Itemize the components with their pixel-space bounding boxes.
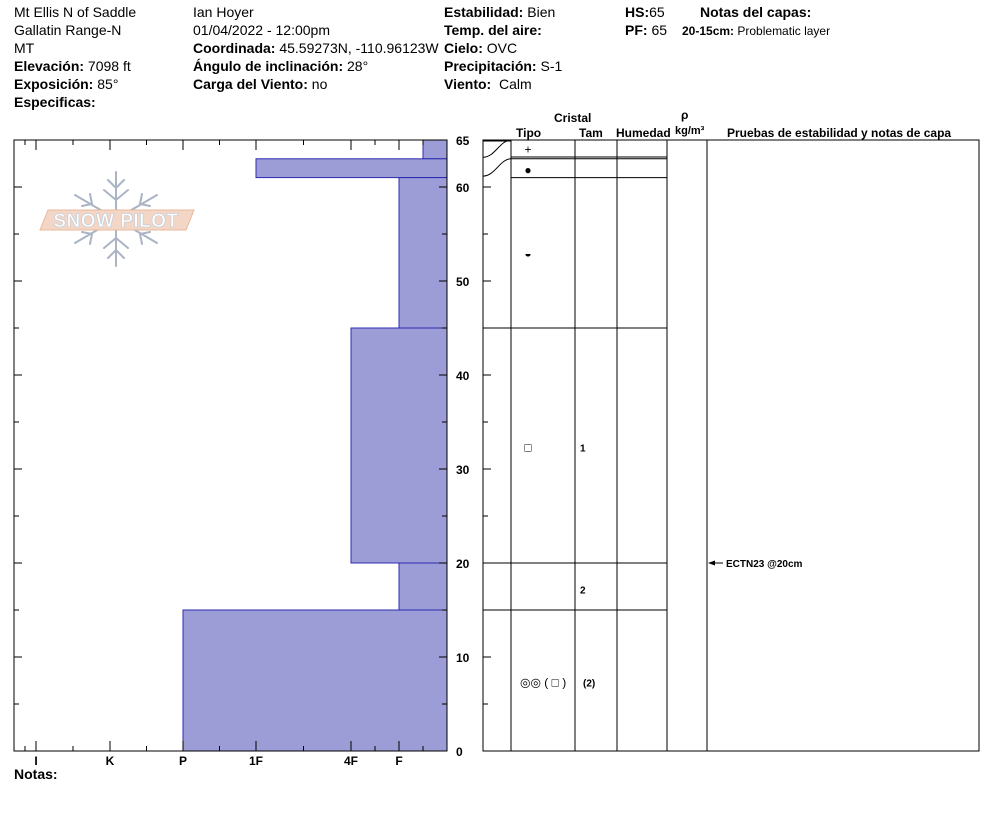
layer-connector — [483, 159, 511, 176]
hs-label: HS: — [625, 4, 650, 20]
wind-value: Calm — [498, 76, 532, 92]
layer-notes-label: Notas del capas: — [700, 4, 812, 20]
hardness-bar — [423, 140, 447, 159]
location-line1: Mt Ellis N of Saddle — [14, 4, 137, 20]
coord-value: 45.59273N, -110.96123W — [279, 40, 439, 56]
hardness-bar — [351, 328, 447, 563]
layer-table-grid — [483, 140, 707, 751]
hardness-bars — [183, 140, 447, 751]
crystal-size: 2 — [580, 585, 586, 597]
aspect-label: Exposición: — [14, 76, 94, 92]
crystal-type-symbol: ◎◎ ( □ ) — [520, 675, 567, 690]
logo-text: SNOW PILOT — [53, 211, 179, 232]
specifics-label: Especificas: — [14, 94, 96, 110]
x-tick-label: P — [178, 754, 188, 768]
wind-load-value: no — [311, 76, 328, 92]
crystal-type-symbol: □ — [524, 440, 532, 455]
col-rho: ρ — [681, 108, 689, 122]
y-tick-label: 40 — [456, 369, 470, 383]
y-tick-label: 65 — [456, 134, 470, 148]
x-tick-label: 4F — [343, 754, 359, 768]
test-pointer-arrow — [708, 561, 715, 566]
observation-datetime: 01/04/2022 - 12:00pm — [193, 22, 330, 38]
col-tipo: Tipo — [516, 126, 542, 140]
precip-label: Precipitación: — [444, 58, 537, 74]
hardness-bar — [399, 178, 447, 328]
crystal-size: 1 — [580, 443, 586, 455]
layer-connector — [483, 140, 511, 157]
hardness-bar — [256, 159, 447, 178]
elevation-value: 7098 ft — [87, 58, 131, 74]
layer-note-text: Problematic layer — [737, 24, 831, 38]
elevation-label: Elevación: — [14, 58, 85, 74]
crystal-size: (2) — [583, 678, 596, 690]
layer-table-border — [483, 140, 979, 751]
y-tick-label: 60 — [456, 181, 470, 195]
col-density-unit: kg/m³ — [675, 125, 705, 137]
slope-value: 28° — [347, 58, 369, 74]
coord-label: Coordinada: — [193, 40, 276, 56]
location-line2: Gallatin Range-N — [14, 22, 122, 38]
crystal-type-symbol: + — [524, 142, 532, 157]
y-tick-label: 0 — [456, 745, 463, 759]
stability-label: Estabilidad: — [444, 4, 524, 20]
wind-label: Viento: — [444, 76, 492, 92]
col-tam: Tam — [579, 126, 603, 140]
x-tick-label: F — [395, 754, 403, 768]
col-tests: Pruebas de estabilidad y notas de capa — [727, 126, 952, 140]
pf-label: PF: — [625, 22, 648, 38]
aspect-value: 85° — [97, 76, 119, 92]
x-tick-label: 1F — [248, 754, 264, 768]
stability-test-label: ECTN23 @20cm — [726, 559, 803, 570]
crystal-symbols — [520, 142, 595, 689]
y-tick-label: 30 — [456, 463, 470, 477]
y-tick-label: 50 — [456, 275, 470, 289]
pf-value: 65 — [651, 22, 668, 38]
wind-load-label: Carga del Viento: — [193, 76, 308, 92]
y-tick-label: 10 — [456, 651, 470, 665]
observer-name: Ian Hoyer — [193, 4, 254, 20]
snowpilot-logo — [40, 172, 194, 266]
location-line3: MT — [14, 40, 35, 56]
stability-value: Bien — [527, 4, 556, 20]
sky-label: Cielo: — [444, 40, 483, 56]
hardness-bar — [399, 563, 447, 610]
x-tick-label: I — [34, 754, 38, 768]
hs-value: 65 — [649, 4, 665, 20]
hardness-bar — [183, 610, 447, 751]
x-tick-label: K — [105, 754, 115, 768]
crystal-type-symbol: ● — [524, 163, 532, 178]
air-temp-label: Temp. del aire: — [444, 22, 542, 38]
slope-label: Ángulo de inclinación: — [193, 58, 344, 74]
notes-label: Notas: — [14, 766, 58, 782]
y-tick-label: 20 — [456, 557, 470, 571]
col-cristal: Cristal — [554, 111, 592, 125]
stability-tests — [708, 559, 803, 570]
precip-value: S-1 — [540, 58, 563, 74]
crystal-type-symbol: ◒ — [524, 246, 532, 261]
layer-note-range: 20-15cm: — [682, 24, 735, 38]
col-humedad: Humedad — [616, 126, 671, 140]
sky-value: OVC — [486, 40, 518, 56]
